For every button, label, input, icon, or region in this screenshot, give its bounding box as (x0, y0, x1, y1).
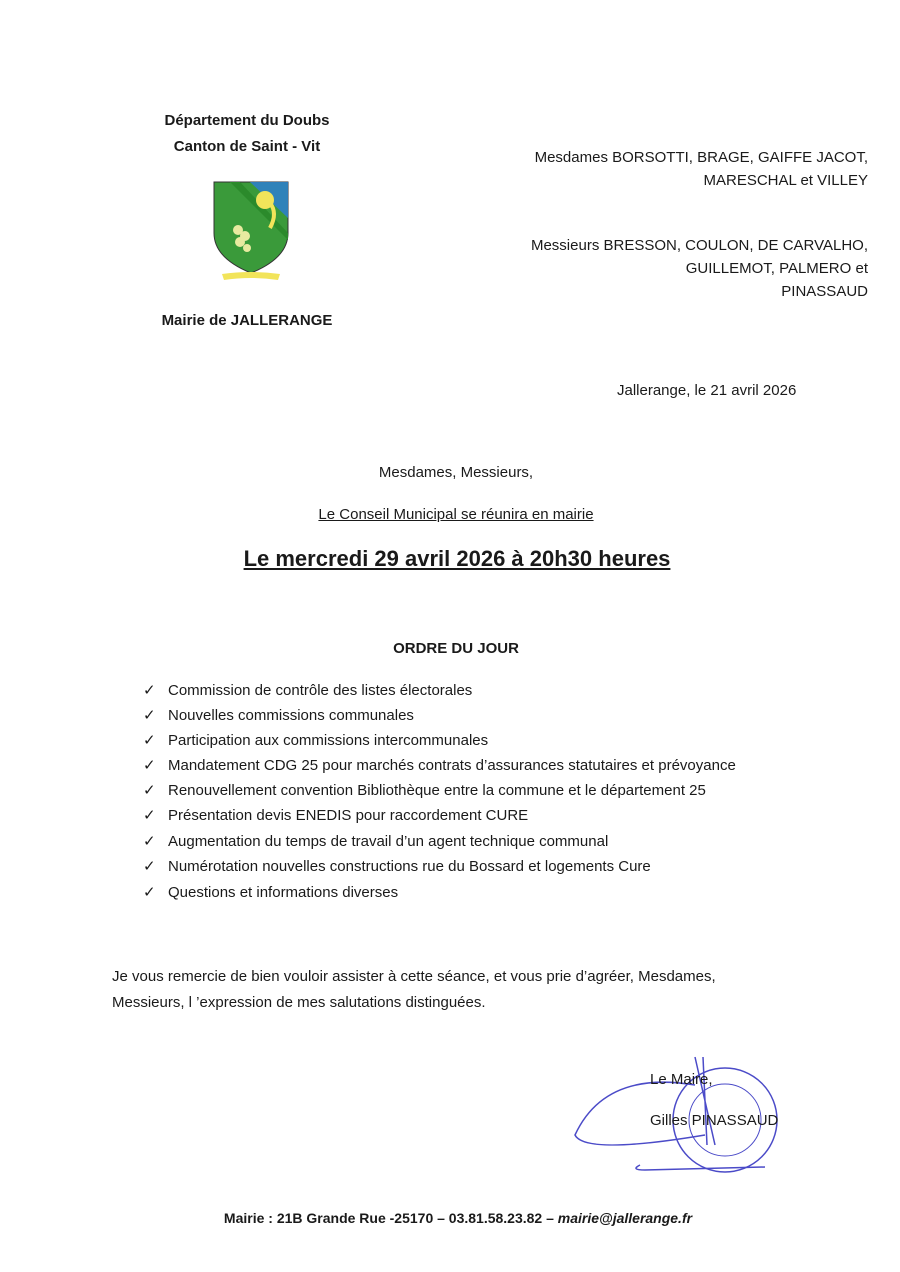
agenda-text: Participation aux commissions intercommunales (168, 732, 489, 749)
agenda-item (143, 781, 706, 799)
footer (0, 1210, 900, 1226)
footer-email[interactable]: mairie@jallerange.fr (557, 1210, 693, 1226)
recipients-mesdames (535, 146, 868, 192)
agenda-item (143, 681, 472, 699)
meeting-date: Le mercredi 29 avril 2026 à 20h30 heures (243, 546, 671, 571)
closing-paragraph (112, 964, 716, 1016)
recipients-line: GUILLEMOT, PALMERO et (685, 260, 868, 277)
signature-name: Gilles PINASSAUD (650, 1112, 779, 1129)
check-icon: ✓ (143, 732, 156, 749)
check-icon: ✓ (143, 858, 156, 875)
agenda-text: Renouvellement convention Bibliothèque entre la commune et le département 25 (168, 782, 706, 799)
agenda-text: Mandatement CDG 25 pour marchés contrats d’assurances statutaires et prévoyance (168, 757, 736, 774)
mairie-name: Mairie de JALLERANGE (161, 312, 333, 329)
recipients-line: Messieurs BRESSON, COULON, DE CARVALHO, (530, 237, 868, 254)
agenda-item (143, 756, 736, 774)
recipients-line: MARESCHAL et VILLEY (703, 172, 868, 189)
recipients-messieurs (531, 234, 868, 303)
salutation: Mesdames, Messieurs, (378, 464, 534, 481)
footer-address: Mairie : 21B Grande Rue -25170 – 03.81.58.23.82 – (223, 1210, 558, 1226)
check-icon: ✓ (143, 807, 156, 824)
recipients-line: PINASSAUD (781, 283, 868, 300)
agenda-text: Questions et informations diverses (168, 884, 399, 901)
date-line: Jallerange, le 21 avril 2026 (617, 382, 797, 399)
signature-title: Le Maire, (650, 1071, 713, 1088)
closing-line: Je vous remercie de bien vouloir assister à cette séance, et vous prie d’agréer, Mesdames, (112, 968, 716, 985)
agenda-text: Numérotation nouvelles constructions rue du Bossard et logements Cure (168, 858, 651, 875)
intro: Le Conseil Municipal se réunira en mairie (318, 506, 594, 523)
recipients-line: Mesdames BORSOTTI, BRAGE, GAIFFE JACOT, (534, 149, 868, 166)
check-icon: ✓ (143, 884, 156, 901)
canton: Canton de Saint - Vit (173, 138, 321, 155)
check-icon: ✓ (143, 707, 156, 724)
agenda-text: Augmentation du temps de travail d’un agent technique communal (168, 833, 609, 850)
departement: Département du Doubs (164, 112, 330, 129)
agenda-item (143, 806, 528, 824)
agenda-item (143, 883, 398, 901)
agenda-item (143, 731, 488, 749)
check-icon: ✓ (143, 833, 156, 850)
check-icon: ✓ (143, 757, 156, 774)
closing-line: Messieurs, l ’expression de mes salutations distinguées. (112, 994, 486, 1011)
header-left (130, 108, 364, 160)
agenda-title: ORDRE DU JOUR (393, 640, 519, 657)
agenda-item (143, 832, 608, 850)
coat-of-arms-icon (210, 178, 292, 283)
agenda-text: Commission de contrôle des listes électorales (168, 682, 473, 699)
agenda-text: Présentation devis ENEDIS pour raccordement CURE (168, 807, 529, 824)
check-icon: ✓ (143, 782, 156, 799)
agenda-item (143, 857, 651, 875)
agenda-text: Nouvelles commissions communales (168, 707, 414, 724)
agenda-item (143, 706, 414, 724)
check-icon: ✓ (143, 682, 156, 699)
